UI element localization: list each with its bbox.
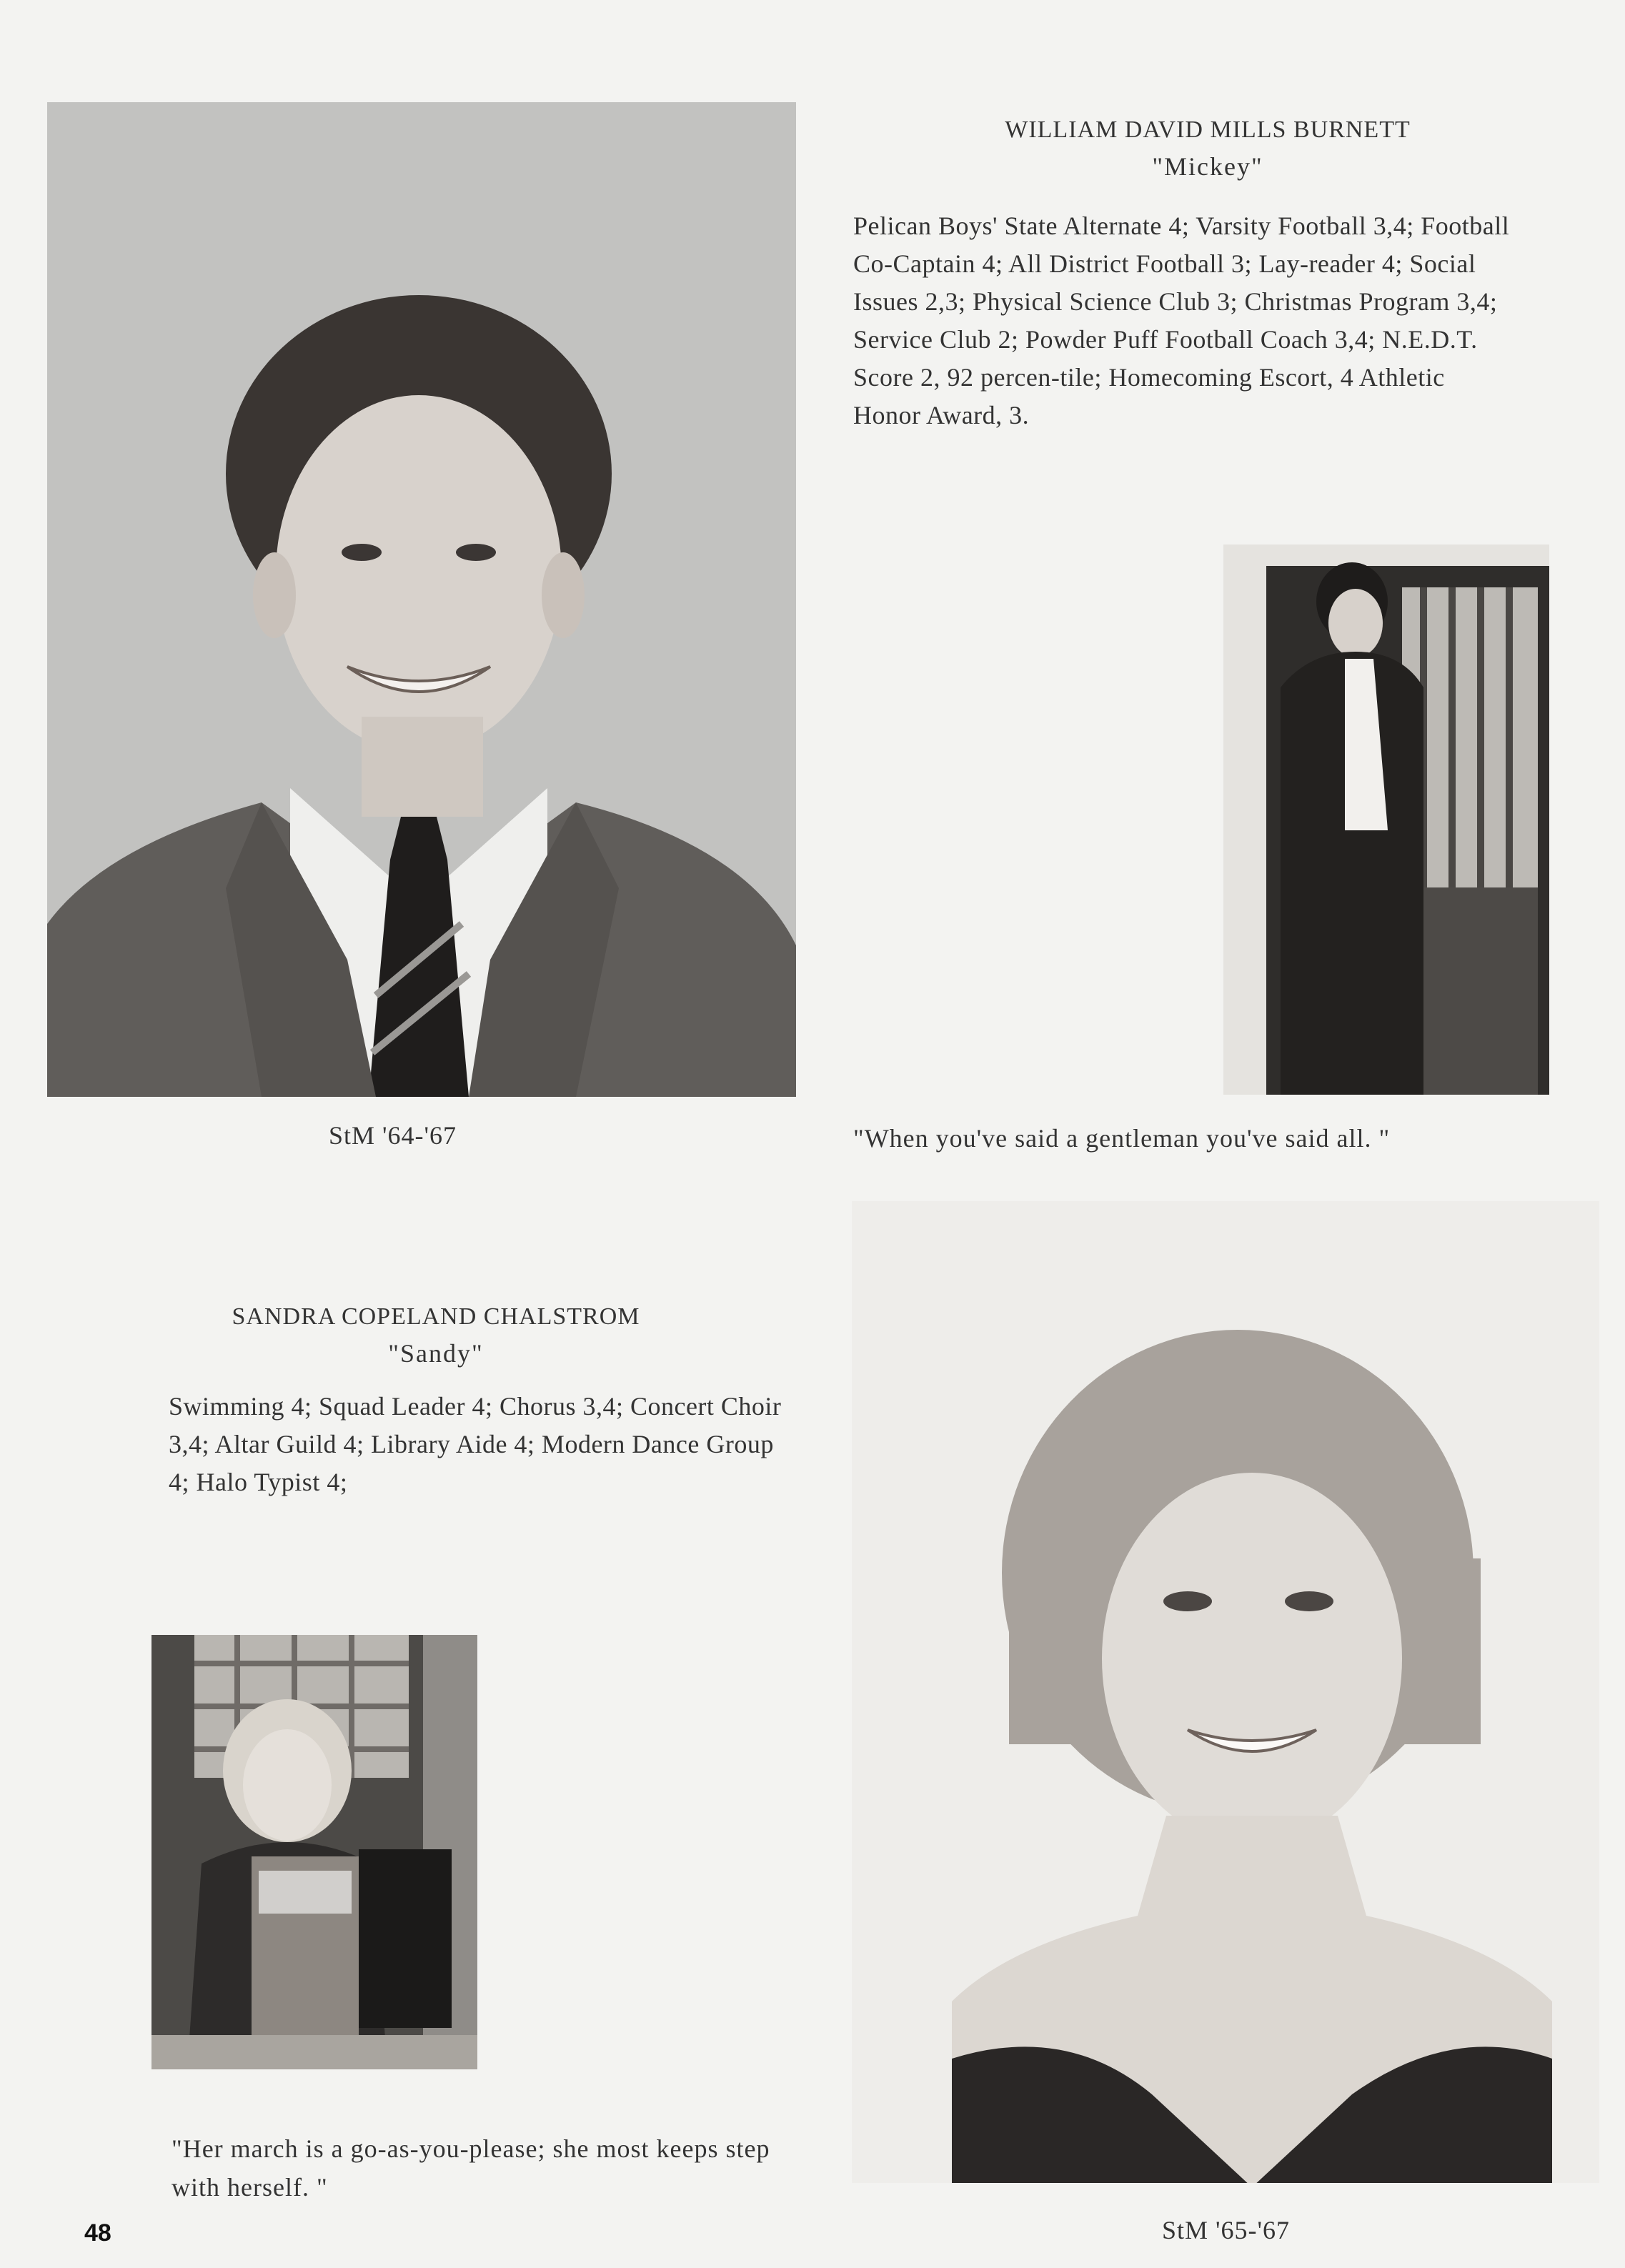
- candid-photo-william: [1223, 544, 1549, 1095]
- student-bio: Swimming 4; Squad Leader 4; Chorus 3,4; Concert Choir 3,4; Altar Guild 4; Library Aide 4; Modern Dance Group 4; Halo Typist 4;: [169, 1392, 782, 1496]
- student-nickname: "Sandy": [388, 1339, 484, 1368]
- student-nickname: "Mickey": [1152, 152, 1263, 181]
- portrait-william-burnett: [47, 102, 796, 1097]
- portrait-sandra-chalstrom: [852, 1201, 1599, 2183]
- years-attended: StM '65-'67: [1162, 2216, 1290, 2244]
- senior-quote: "Her march is a go-as-you-please; she most keeps step with herself. ": [172, 2134, 770, 2202]
- student-name: SANDRA COPELAND CHALSTROM: [232, 1303, 640, 1330]
- student-name: WILLIAM DAVID MILLS BURNETT: [1005, 116, 1411, 143]
- candid-photo-sandra: [151, 1635, 477, 2069]
- page-number: 48: [84, 2219, 111, 2247]
- years-attended: StM '64-'67: [329, 1121, 457, 1150]
- senior-quote: "When you've said a gentleman you've said all. ": [853, 1124, 1391, 1153]
- student-bio: Pelican Boys' State Alternate 4; Varsity Football 3,4; Football Co-Captain 4; All District Football 3; Lay-reader 4; Social Issues 2,3; Physical Science Club 3; Christmas Program 3,4; Service Club 2; Powder Puff Football Coach 3,4; N.E.D.T. Score 2, 92 percen-tile; Homecoming Escort, 4 Athletic Honor Award, 3.: [853, 212, 1510, 429]
